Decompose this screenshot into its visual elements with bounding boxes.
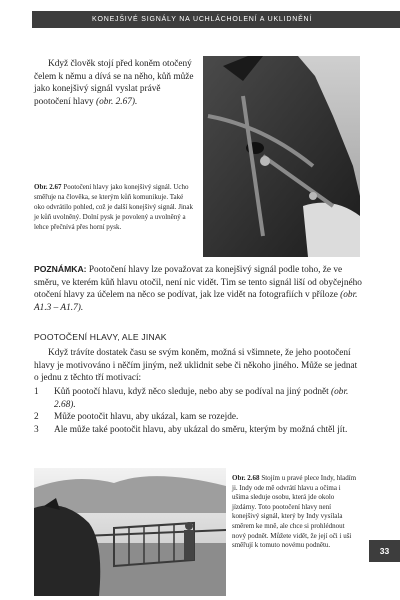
- list-item-number: 1: [34, 387, 39, 397]
- list-item-text: Kůň pootočí hlavu, když něco sleduje, nebo aby se podíval na jiný podnět: [54, 387, 332, 397]
- list-item: [34, 424, 364, 437]
- horse-head-illustration: [203, 56, 360, 257]
- list-item-text: Ale může také pootočit hlavu, aby ukázal do směru, kterým by možná chtěl jít.: [54, 424, 348, 435]
- note-paragraph: [34, 263, 364, 314]
- figure-2-68-text: Stojím u pravé plece Indy, hladím ji. Indy ode mě odvrátí hlavu a očima i ušima sleduje osobu, která jde okolo jízdárny. Toto pootočení hlavy není konejšivý signál, který by Indy vysílala směrem ke mně, ale chce si prohlédnout nový podnět. Můžete vidět, že její oči i uši směřují k tomuto novému podnětu.: [232, 474, 357, 550]
- motivation-list: [34, 386, 364, 436]
- section-heading: POOTOČENÍ HLAVY, ALE JINAK: [34, 332, 167, 342]
- section-body: Když trávíte dostatek času se svým koněm, možná si všimnete, že jeho pootočení hlavy je motivováno i něčím jiným, než uklidnit sebe či někoho jiného. Může se jednat o jednu z těchto tří motivací:: [34, 348, 358, 384]
- note-figure-ref: (obr. A1.3 – A1.7).: [34, 290, 358, 313]
- arena-horse-photo: [34, 468, 226, 596]
- list-item-number: 2: [34, 412, 39, 423]
- list-item-number: 3: [34, 424, 39, 435]
- running-header: KONEJŠIVÉ SIGNÁLY NA UCHLÁCHOLENÍ A UKLIDNĚNÍ: [32, 11, 400, 28]
- page-number: 33: [369, 540, 400, 562]
- figure-2-67-label: Obr. 2.67: [34, 183, 62, 191]
- figure-2-67-caption: [34, 182, 194, 232]
- note-label: POZNÁMKA:: [34, 264, 87, 274]
- figure-2-68-label: Obr. 2.68: [232, 474, 260, 482]
- intro-text: Když člověk stojí před koněm otočený čelem k němu a dívá se na něho, kůň může jako konejšivý signál vyslat právě pootočení hlavy: [34, 59, 194, 107]
- list-item: [34, 386, 364, 411]
- arena-horse-illustration: [34, 468, 226, 596]
- list-item-text: Může pootočit hlavu, aby ukázal, kam se rozejde.: [54, 412, 239, 423]
- intro-figure-ref: (obr. 2.67).: [95, 96, 138, 107]
- figure-2-68-caption: [232, 474, 357, 551]
- list-item-figure-ref: (obr. 2.68).: [54, 387, 349, 410]
- note-text: Pootočení hlavy lze považovat za konejšivý signál podle toho, že ve směru, ve kterém kůň hlavu otočil, není nic vidět. Tim se tento signál liší od obyčejného otočení hlavy za účelem na něco se podívat, jak lze vidět na fotografiích v příloze: [34, 265, 362, 301]
- intro-paragraph: [34, 58, 199, 108]
- figure-2-67-text: Pootočení hlavy jako konejšivý signál. Ucho směřuje na člověka, se kterým kůň komunikuje. Také oko odvrátilo pohled, což je další konejšivý signál. Jinak je kůň uvolněný. Dolní pysk je povolený a uvolněný a lehce přečnívá přes horní pysk.: [34, 183, 194, 231]
- horse-head-photo: [203, 56, 360, 257]
- list-item: [34, 411, 364, 424]
